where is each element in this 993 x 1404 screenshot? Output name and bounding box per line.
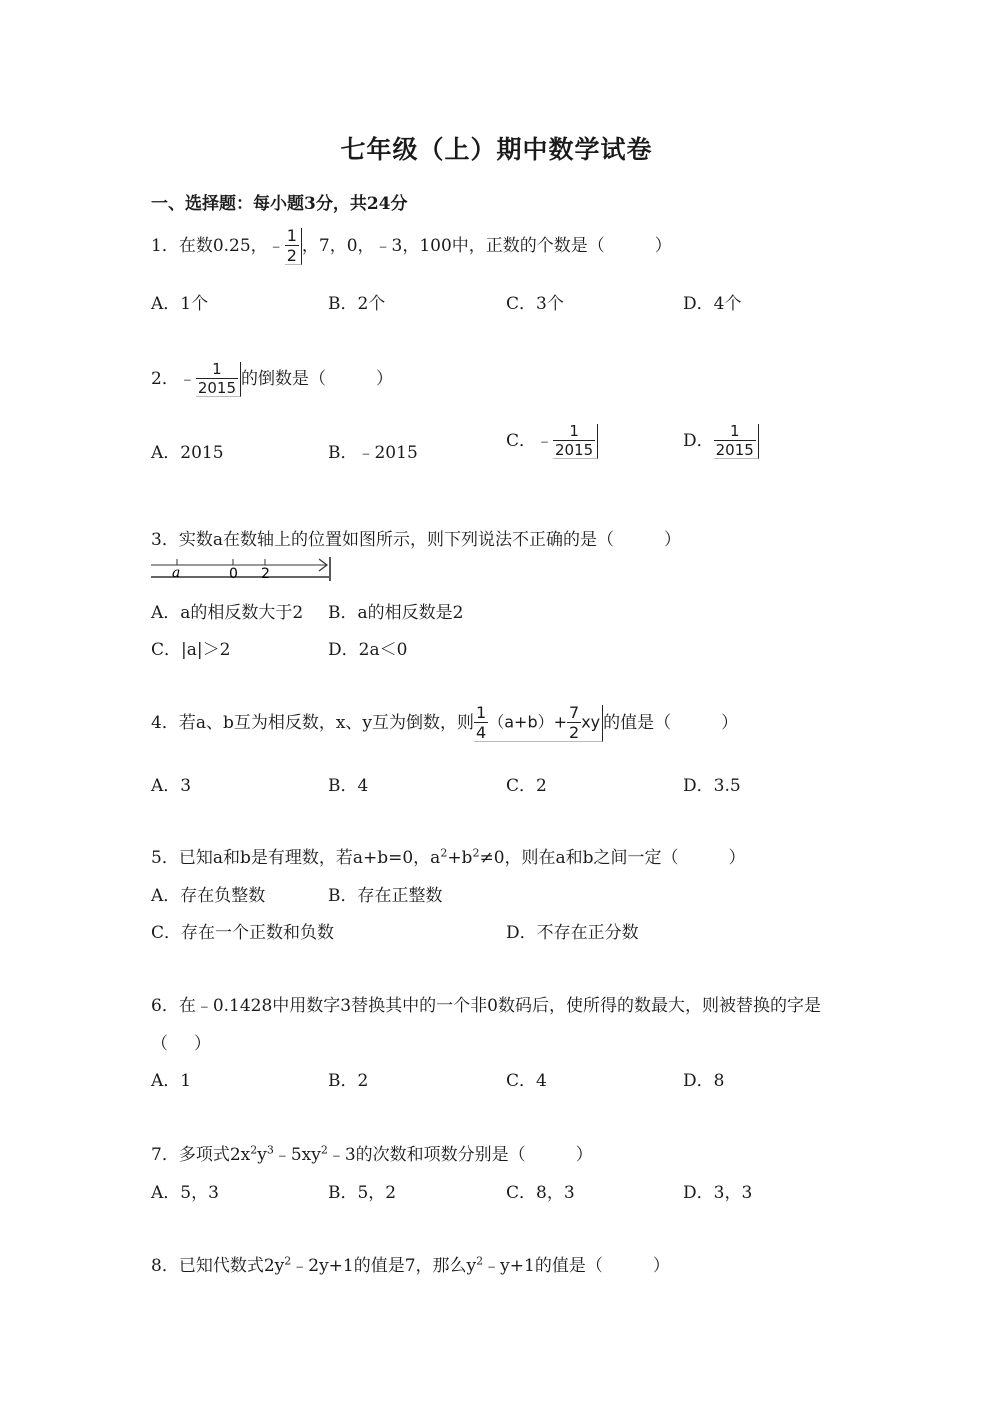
option-b: B．存在正整数	[328, 886, 443, 906]
option-label: C．	[506, 431, 537, 451]
minus-sign: ﹣	[178, 369, 196, 389]
numerator: 1	[286, 226, 297, 245]
question-6	[151, 991, 821, 1016]
question-5	[151, 843, 746, 868]
denominator: 4	[476, 723, 487, 742]
open-paren: （	[151, 1034, 168, 1054]
question-text: y	[257, 1145, 267, 1165]
option-c: C．4	[506, 1071, 547, 1091]
question-8	[151, 1251, 670, 1276]
axis-label-2: 2	[261, 566, 270, 582]
denominator: 2015	[715, 441, 754, 459]
option-a: A．2015	[151, 443, 224, 463]
question-text: 已知a和b是有理数，若a+b=0，a	[178, 848, 441, 868]
question-text: 的倒数是（	[241, 369, 327, 389]
option-c: C．8，3	[506, 1183, 575, 1203]
denominator: 2015	[555, 441, 594, 459]
close-paren: ）	[654, 236, 672, 256]
option-c: C．|a|＞2	[151, 640, 231, 660]
close-paren: ）	[194, 1034, 211, 1054]
question-text: ﹣3的次数和项数分别是（	[327, 1145, 526, 1165]
question-number: 2．	[151, 369, 179, 389]
numerator: 7	[569, 703, 580, 722]
numerator: 1	[212, 360, 222, 378]
denominator: 2	[569, 723, 580, 742]
option-d	[683, 424, 759, 459]
superscript: 2	[250, 1143, 258, 1157]
question-number: 7．	[151, 1145, 179, 1165]
number-line	[149, 553, 333, 583]
close-paren: ）	[728, 848, 746, 868]
option-b: B．5，2	[328, 1183, 397, 1203]
question-4	[151, 705, 738, 742]
question-text: 多项式2x	[178, 1145, 251, 1165]
expression-middle: （a+b）+	[488, 712, 568, 732]
fraction	[714, 424, 759, 459]
question-text: 实数a在数轴上的位置如图所示，则下列说法不正确的是（	[178, 530, 614, 550]
fraction	[474, 705, 488, 741]
section-heading: 一、选择题：每小题3分，共24分	[151, 194, 408, 214]
minus-sign: ﹣	[536, 431, 554, 451]
option-c: C．3个	[506, 294, 564, 314]
option-a: A．3	[151, 776, 192, 796]
option-b: B．4	[328, 776, 369, 796]
question-text: 若a、b互为相反数，x、y互为倒数，则	[178, 713, 475, 733]
superscript: 2	[284, 1254, 292, 1268]
option-c	[506, 424, 598, 459]
option-b: B．﹣2015	[328, 443, 418, 463]
option-d: D．不存在正分数	[506, 923, 639, 943]
question-text: 的值是（	[603, 713, 672, 733]
question-7	[151, 1140, 593, 1165]
axis-label-a: a	[172, 565, 181, 581]
option-label: D．	[683, 431, 714, 451]
superscript: 2	[320, 1143, 328, 1157]
option-d: D．8	[683, 1071, 725, 1091]
superscript: 2	[476, 1254, 484, 1268]
option-c: C．存在一个正数和负数	[151, 923, 335, 943]
fraction	[196, 362, 241, 397]
question-number: 8．	[151, 1256, 179, 1276]
page-title: 七年级（上）期中数学试卷	[340, 135, 653, 164]
question-number: 4．	[151, 713, 179, 733]
question-text: ，7，0，﹣3，100中，正数的个数是（	[301, 236, 605, 256]
numerator: 1	[729, 422, 740, 440]
option-a: A．1个	[151, 294, 209, 314]
close-paren: ）	[376, 369, 394, 389]
option-b: B．a的相反数是2	[328, 603, 464, 623]
option-d: D．3，3	[683, 1183, 753, 1203]
question-text: 在﹣0.1428中用数字3替换其中的一个非0数码后，使所得的数最大，则被替换的字是	[178, 996, 821, 1016]
question-number: 6．	[151, 996, 179, 1016]
question-number: 5．	[151, 848, 179, 868]
fraction	[285, 228, 302, 265]
question-1	[151, 228, 672, 265]
close-paren: ）	[663, 530, 681, 550]
denominator: 2015	[197, 379, 237, 397]
axis-label-0: 0	[229, 566, 238, 582]
question-text: ﹣5xy	[273, 1145, 321, 1165]
question-text: ≠0，则在a和b之间一定（	[479, 848, 679, 868]
option-a: A．存在负整数	[151, 886, 266, 906]
question-number: 3．	[151, 530, 179, 550]
numerator: 1	[476, 703, 487, 722]
option-a: A．a的相反数大于2	[151, 603, 304, 623]
superscript: 3	[266, 1143, 274, 1157]
close-paren: ）	[721, 713, 739, 733]
superscript: 2	[472, 846, 480, 860]
option-c: C．2	[506, 776, 547, 796]
fraction	[553, 424, 598, 459]
question-text: ﹣2y+1的值是7，那么y	[291, 1256, 477, 1276]
option-a: A．5，3	[151, 1183, 219, 1203]
close-paren: ）	[652, 1256, 670, 1276]
question-6-line-2	[151, 1029, 211, 1054]
question-number: 1．	[151, 236, 179, 256]
close-paren: ）	[575, 1145, 593, 1165]
option-a: A．1	[151, 1071, 192, 1091]
question-text: 在数0.25，﹣	[178, 236, 285, 256]
superscript: 2	[440, 846, 448, 860]
option-d: D．3.5	[683, 776, 741, 796]
option-d: D．4个	[683, 294, 742, 314]
question-3	[151, 525, 681, 550]
option-b: B．2个	[328, 294, 386, 314]
option-d: D．2a＜0	[328, 640, 408, 660]
question-text: ﹣y+1的值是（	[483, 1256, 603, 1276]
denominator: 2	[286, 246, 297, 265]
fraction	[567, 705, 581, 741]
expression	[474, 705, 603, 742]
question-2	[151, 362, 393, 397]
numerator: 1	[569, 422, 579, 440]
expression-tail: xy	[581, 712, 601, 732]
option-b: B．2	[328, 1071, 369, 1091]
question-text: +b	[447, 848, 473, 868]
question-text: 已知代数式2y	[178, 1256, 285, 1276]
